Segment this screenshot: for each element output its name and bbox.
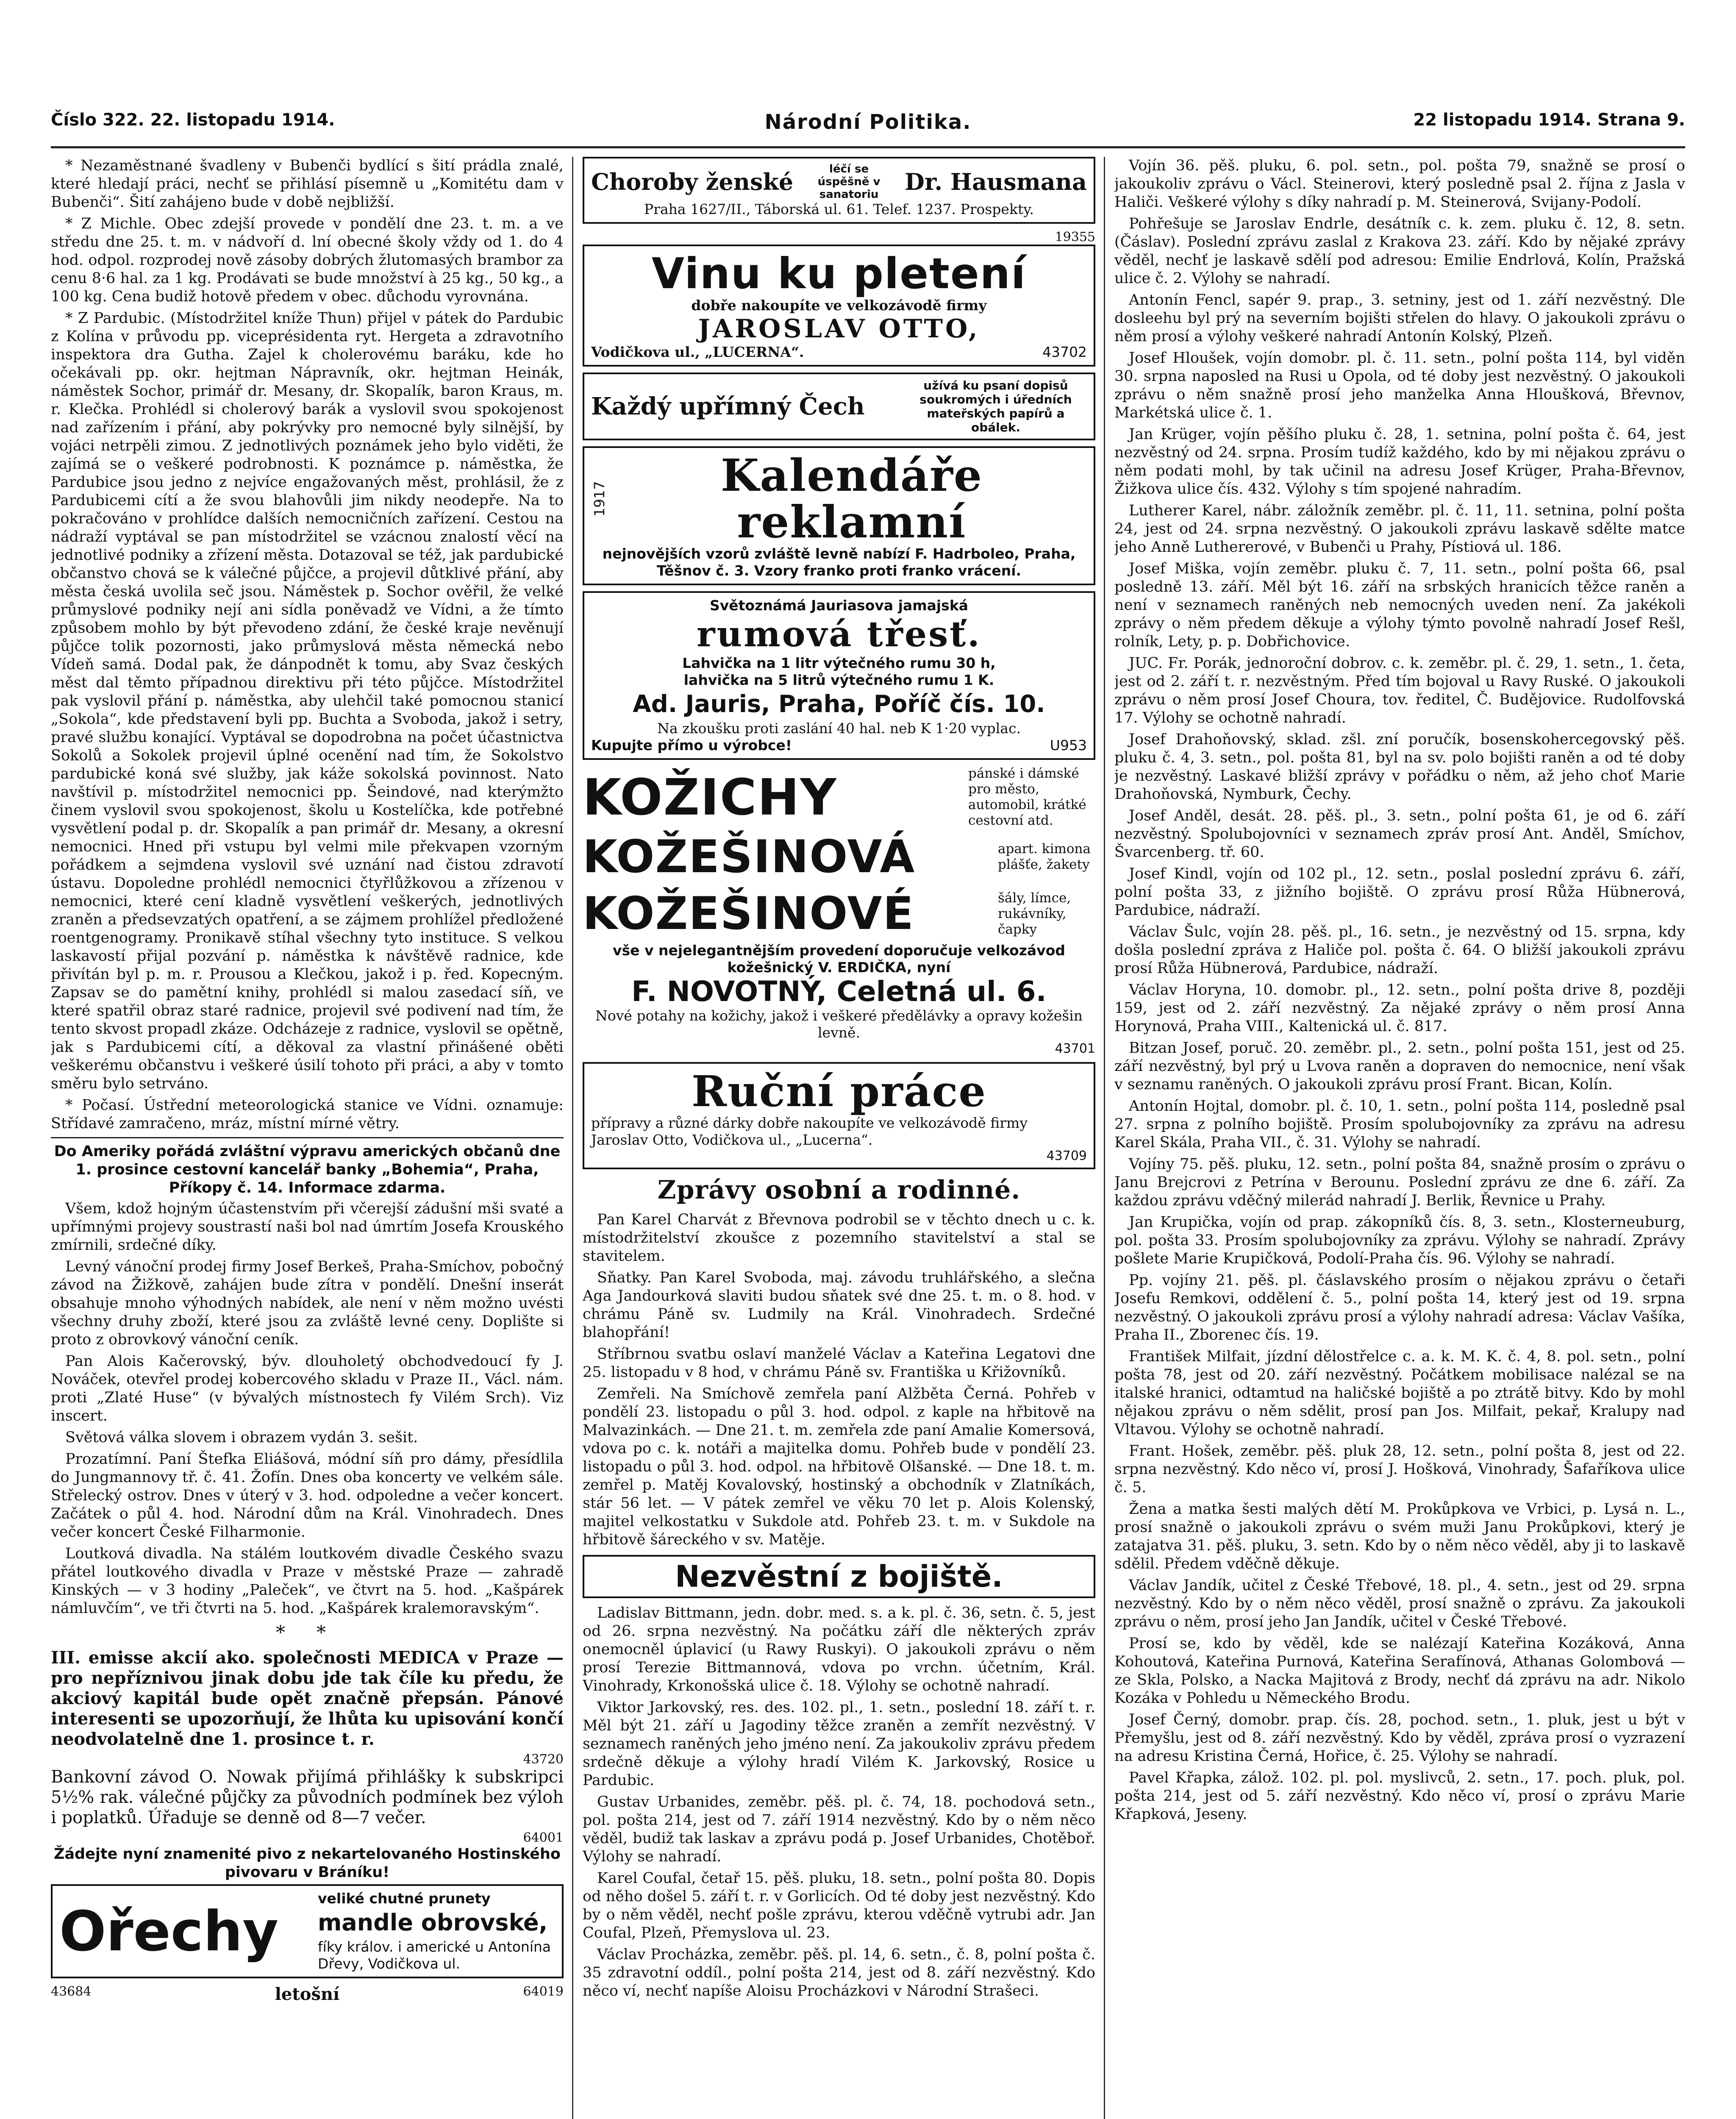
notice-divadla: Prozatímní. Paní Štefka Eliášová, módní síň pro dámy, přesídlila do Jungmannovy tř. č. 41. Žofín. Dnes oba koncerty ve velkém sále. Střelecký ostrov. Dnes v úterý v 3. hod. odpoledne a večer koncert. Začátek o půl 4. hod. Národní dům na Král. Vinohradech. Dnes večer koncert České Filharmonie. [51,1451,564,1541]
missing-notice: Josef Anděl, desát. 28. pěš. pl., 3. setn., polní pošta 61, je od 6. září nezvěstný. Spolubojovníci v seznamech zpráv prosí Ant. Anděl, Smíchov, Švarcenberg. tř. 60. [1114,807,1685,861]
ad-rum-firm: Ad. Jauris, Praha, Poříč čís. 10. [633,690,1045,718]
page-info: 22 listopadu 1914. Strana 9. [1413,110,1685,130]
missing-notice: Pohřešuje se Jaroslav Endrle, desátník c. k. zem. pluku č. 12, 8. setn. (Čáslav). Poslední zprávu zaslal z Krakova 23. září. Kdo by nějaké zprávy věděl, nechť je laskavě sdělí pod adresou: Emilie Endrlová, Kolín, Pražská ulice č. 2. Výlohy se nahradí. [1114,215,1685,287]
missing-notice: Antonín Fencl, sapér 9. prap., 3. setniny, jest od 1. září nezvěstný. Dle dosleehu byl prý na severním bojišti střelen do hlavy. O jakoukoli zprávu o něm prosí a výlohy veškeré nahradí Antonín Kolský, Plzeň. [1114,292,1685,345]
ad-number: 19355 [1055,230,1095,245]
notice-loutkova: Loutková divadla. Na stálém loutkovém divadle Českého svazu přátel loutkového divadla v Praze v městské Praze — zahradě Kinských — v 3 hodiny „Paleček“, ve čtvrt na 5. hod. „Kašpárek námluvčím“, ve tři čtvrti na 5. hod. „Kašpárek kralemoravským“. [51,1545,564,1617]
missing-notice: Bitzan Josef, poruč. 20. zeměbr. pl., 2. setn., polní pošta 151, jest od 25. září nezvěstný, byl prý u Lvova raněn a dopraven do nemocnice, není však v seznamu raněných. O jakoukoli zprávu prosí Frant. Bican, Kolín. [1114,1040,1685,1093]
missing-notice: Josef Miška, vojín zeměbr. pluku č. 7, 11. setn., polní pošta 66, psal posledně 13. září. Měl být 16. září na srbských hranicích těžce raněn a není v seznamech raněných neb nemocných uveden není. Za jakékoli zprávy o něm předem děkuje a výlohy týmto povolně nahradí Josef Rešl, rolník, Lety, p. p. Dobřichovice. [1114,560,1685,650]
ad-kalendare-title: Kalendáře reklamní [720,449,983,548]
ad-number: 64001 [523,1830,564,1845]
missing-notice: Václav Šulc, vojín 28. pěš. pl., 16. setn., je nezvěstný od 15. srpna, kdy došla poslední zpráva z Haliče pol. pošta č. 64. O bližší jakoukoli zprávu prosí Růža Hübnerová, Pardubice, nádraží. [1114,923,1685,977]
ad-rucni-prace [583,1062,1095,1169]
news-item: Sňatky. Pan Karel Svoboda, maj. závodu truhlářského, a slečna Aga Jandourková slaviti budou sňatek své dne 25. t. m. o 8. hod. v chrámu Páně sv. Ludmily na Král. Vinohradech. Srdečné blahopřání! [583,1269,1095,1341]
ad-number: 43684 [51,1984,92,1999]
ad-number: 64019 [523,1984,564,1999]
ad-kozichy-word: KOŽEŠINOVÁ [583,831,916,883]
ad-kozichy-foot: Nové potahy na kožichy, jakož i veškeré předělávky a opravy kožešin levně. [595,1007,1083,1041]
header-rule [51,146,1685,148]
section-title: Nezvěstní z bojiště. [583,1555,1095,1598]
missing-notice: Lutherer Karel, nábr. záložník zeměbr. pl. č. 11, 11. setnina, polní pošta 24, jest od 24. srpna nezvěstný. O jakoukoli zprávu laskavě sdělte matce jeho Anně Luthererové, v Bubenči u Prahy, Pístiová ul. 186. [1114,502,1685,556]
notice-svetova-valka: Světová válka slovem i obrazem vydán 3. sešit. [65,1429,418,1446]
missing-notice: Viktor Jarkovský, res. des. 102. pl., 1. setn., poslední 18. září t. r. Měl být 21. září u Jagodiny těžce zraněn a zemřít nezvěstný. V seznamech raněných jeho jméno není. Za jakoukoliv zprávu předem srdečně děkuje a výlohy hradí Vilém K. Jarkovský, Rosice u Pardubic. [583,1699,1095,1789]
ad-vinu-title: Vinu ku pletení [651,249,1027,298]
ad-rum-line: Lahvička na 1 litr výtečného rumu 30 h, [682,655,996,671]
issue-info: Číslo 322. 22. listopadu 1914. [51,110,335,130]
ad-vinu-addr: Vodičkova ul., „LUCERNA“. [591,344,804,360]
ad-orechy-line: mandle obrovské, [318,1909,548,1936]
ad-cech-title: Každý upřímný Čech [591,392,865,420]
missing-notice: Vojín 36. pěš. pluku, 6. pol. setn., pol. pošta 79, snažně se prosí o jakoukoliv zprávu o Václ. Steinerovi, který posledně psal 2. října z Jasla v Haliči. Veškeré výlohy s díky nahradí p. M. Steinerová, Svijany-Podolí. [1114,157,1685,211]
ad-hausman-mid: léčí se úspěšně v sanatoriu [817,163,880,201]
missing-notice: Václav Horyna, 10. domobr. pl., 12. setn., polní pošta drive 8, později 159, jest od 2. září nezvěstný. Za nějaké zprávy o něm prosí Anna Horynová, Praha VIII., Kaltenická ul. č. 817. [1114,982,1685,1035]
ad-kalendare-year: 1917 [591,481,608,517]
missing-notice: František Milfait, jízdní dělostřelce c. a. k. M. K. č. 4, 8. pol. setn., polní pošta 78, jest od 20. září nezvěstný. Počátkem mobilisace nalézal se na italské hranici, odtamtud na haličské bojiště a po ztrátě bitvy. Kdo by mohl nějakou zprávu o něm sdělit, prosí pan Jos. Milfait, pekař, Kralupy nad Vltavou. Výlohy se ochotně nahradí. [1114,1348,1685,1438]
missing-notice: Žena a matka šesti malých dětí M. Prokůpkova ve Vrbici, p. Lysá n. L., prosí snažně o jakoukoli zprávu o svém muži Janu Prokůpkovi, který je zatajatva 31. pěš. pluku, 3. setn. Kdo by o něm něco věděl, aby ji to laskavě sdělil. Předem vděčně děkuje. [1114,1501,1685,1572]
masthead: Národní Politika. [764,110,972,134]
missing-notice: Prosí se, kdo by věděl, kde se nalézají Kateřina Kozáková, Anna Kohoutová, Kateřina Purnová, Kateřina Serafínová, Athanas Golombová — ze Skla, Polsko, a Nacka Majitová z Brody, nechť dá zprávu na adr. Nikolo Kozáka v Pohledu u Německého Brodu. [1114,1635,1685,1707]
news-item: Stříbrnou svatbu oslaví manželé Václav a Kateřina Legatovi dne 25. listopadu v 8 hod, v chrámu Páně sv. Františka u Křižovníků. [583,1346,1095,1381]
ad-vinu-sub: dobře nakoupíte ve velkozávodě firmy [691,297,987,314]
ad-rum-top: Světoznámá Jauriasova jamajská [709,597,969,614]
ad-kalendare [583,446,1095,585]
notice-berkes: Levný vánoční prodej firmy Josef Berkeš, Praha-Smíchov, pobočný závod na Žižkově, zahájen bude zítra v pondělí. Dnešní inserát obsahuje mnoho výhodných nabídek, ale není v něm možno uvésti všechny druhy zboží, které jsou za zvláště levné ceny. Doplište si proto z obrovkový vánoční ceník. [51,1258,564,1348]
ad-orechy [51,1884,564,1978]
missing-notice: Pavel Křapka, zálož. 102. pl. pol. myslivců, 2. setn., 17. poch. pluk, pol. pošta 214, jest od 5. září nezvěstný. Kdo něco ví, prosí o zprávu Marie Křapková, Jeseny. [1114,1769,1685,1823]
ad-kozichy-firm: F. NOVOTNÝ, Celetná ul. 6. [631,975,1047,1008]
ad-rum-line: lahvička na 5 litrů výtečného rumu 1 K. [683,672,994,688]
column-divider [1104,157,1105,2119]
notice-pivo: Žádejte nyní znamenité pivo z nekartelovaného Hostinského pivovaru v Bráníku! [54,1846,561,1881]
ad-cech [583,373,1095,440]
ad-kozichy-word: KOŽEŠINOVÉ [583,887,914,940]
ad-cech-sub: užívá ku psaní dopisů soukromých i úředních [919,378,1072,406]
ad-hausman [583,157,1095,224]
ad-kozichy-line: vše v nejelegantnějším provedení doporučuje velkozávod kožešnický V. ERDIČKA, nyní [612,942,1066,976]
ad-vinu [583,245,1095,367]
ad-kozichy-side: pánské i dámské pro město, automobil, krátké cestovní atd. [968,766,1086,828]
ad-orechy-foot: letošní [275,1984,340,2004]
news-item: * Nezaměstnané švadleny v Bubenči bydlící s šití prádla znalé, které hledají práci, nechť se přihlásí písemně u „Komitétu dam v Bubenči“. Šití zahájeno bude v době nejbližší. [51,157,564,211]
ad-orechy-line: fíky králov. i americké u Antonína Dřevy, Vodičkova ul. [318,1938,551,1972]
ad-rum [583,591,1095,760]
ad-orechy-line: veliké chutné prunety [318,1890,491,1907]
ad-kozichy-word: KOŽICHY [583,768,837,826]
section-title: Zprávy osobní a rodinné. [657,1175,1021,1205]
missing-notice: Vojíny 75. pěš. pluku, 12. setn., polní pošta 84, snažně prosím o zprávu o Janu Brejcrovi z Petrína v Berounu. Poslední zprávu ze dne 6. září. Za každou zprávu vděčný milerád nahradí J. Berlik, Řevnice u Prahy. [1114,1156,1685,1209]
missing-notice: Frant. Hošek, zeměbr. pěš. pluk 28, 12. setn., polní pošta 8, jest od 22. srpna nezvěstný. Kdo něco ví, prosí J. Hošková, Vinohrady, Šafaříkova ulice č. 5. [1114,1443,1685,1496]
news-item: Pan Karel Charvát z Břevnova podrobil se v těchto dnech u c. k. místodržitelství zkoušce z pozemního stavitelství a stal se stavitelem. [583,1211,1095,1265]
ad-kozichy-side: apart. kimona plášťe, žakety [998,841,1091,872]
missing-notice: Josef Černý, domobr. prap. čís. 28, pochod. setn., 1. pluk, jest u být v Přemyšlu, jest od 8. září nezvěstný. Kdo by věděl, zpráva prosí o vyzrazení na adresu Kristina Černá, Hořice, č. 25. Výlohy se nahradí. [1114,1711,1685,1765]
missing-notice: Josef Hloušek, vojín domobr. pl. č. 11. setn., polní pošta 114, byl viděn 30. srpna naposled na Rusi u Opola, od té doby jest nezvěstný. O jakoukoli zprávu o něm snažně prosí jeho manželka Anna Hloušková, Břevnov, Markétská ulice č. 1. [1114,350,1685,421]
ad-kozichy-side: šály, límce, rukávníky, čapky [998,890,1071,937]
notice-thanks: Všem, kdož hojným účastenstvím při včerejší zádušní mši svaté a upřímnými projevy soustrastí naši bol nad úmrtím Josefa Krouského zmírnili, srdečné díky. [51,1200,564,1254]
ad-hausman-sub: Praha 1627/II., Táborská ul. 61. Telef. 1237. Prospekty. [644,201,1034,217]
ad-hausman-left: Choroby ženské [591,168,794,195]
column-3 [1114,157,1685,2119]
news-item: * Počasí. Ústřední meteorologická stanice ve Vídni. oznamuje: Střídavé zamračeno, mráz, místní mírné větry. [51,1097,564,1132]
ad-number: 43709 [1046,1148,1087,1163]
column-divider [572,157,573,2119]
missing-notice: Jan Krüger, vojín pěšího pluku č. 28, 1. setnina, polní pošta č. 64, jest nezvěstný od 24. srpna. Prosím tudíž každého, kdo by mi nějakou zprávu o něm podati mohl, by tak učinil na adresu Josef Krüger, Praha-Břevnov, Žižkova ulice čís. 432. Výlohy s tím spojené nahradím. [1114,426,1685,498]
separator-stars: * * [276,1622,339,1643]
news-item: * Z Michle. Obec zdejší provede v pondělí dne 23. t. m. a ve středu dne 25. t. m. v nádvoří d. lní obecné školy vždy od 1. do 4 hod. odpol. rozprodej nově zásoby dobrých žlutomasých brambor za cenu 8·6 hal. za 1 kg. Prodávati se bude množství à 25 kg., 50 kg., a 100 kg. Cena budiž hotově předem v obec. důchodu vyrovnána. [51,215,564,305]
ad-rum-note: Na zkoušku proti zaslání 40 hal. neb K 1·20 vyplac. [657,720,1021,737]
missing-notice: Ladislav Bittmann, jedn. dobr. med. s. a k. pl. č. 36, setn. č. 5, jest od 26. srpna nezvěstný. Na počátku září dle některých zpráv onemocněl úplavicí (u Rawy Ruskyi). O jakoukoli zprávu o něm prosí Terezie Bittmannová, vdova po vrchn. účetním, Král. Vinohrady, Krkonošská ulice č. 18. Výlohy se ochotně nahradí. [583,1605,1095,1694]
notice-nowak: Bankovní závod O. Nowak přijímá přihlášky k subskripci 5½% rak. válečné půjčky za původních podmínek bez výloh i poplatků. Úřaduje se denně od 8—7 večer. [51,1767,564,1827]
ad-rucni-title: Ruční práce [691,1066,987,1116]
page-header [51,97,1685,144]
column-1 [51,157,564,2119]
missing-notice: Václav Jandík, učitel z České Třebové, 18. pl., 4. setn., jest od 29. srpna nezvěstný. Kdo by o něm něco věděl, prosí snažně o zprávu. Za jakoukoli zprávu o něm, prosí jeho Jan Jandík, učitel v České Třebové. [1114,1577,1685,1630]
missing-notice: Václav Procházka, zeměbr. pěš. pl. 14, 6. setn., č. 8, polní pošta č. 35 zdravotní oddíl., polní pošta 214, jest od 8. září nezvěstný. Kdo něco ví, nechť napíše Aloisu Procházkovi v Národní Strašeci. [583,1946,1095,1999]
ad-kalendare-sub: nejnovějších vzorů zvláště levně nabízí F. Hadrboleo, Praha, Těšnov č. 3. Vzory franko proti franko vrácení. [602,545,1076,579]
missing-notice: JUC. Fr. Porák, jednoroční dobrov. c. k. zeměbr. pl. č. 29, 1. setn., 1. četa, jest od 2. září t. r. nezvěstným. Před tím bojoval u Ravy Ruské. O jakoukoli zprávu o něm prosí Josef Choura, tov. ředitel, Č. Budějovice. Rudolfovská 17. Výlohy se ochotně nahradí. [1114,655,1685,726]
column-2 [583,157,1095,2119]
ad-number: 43701 [1055,1041,1095,1056]
ad-cech-sub2: mateřských papírů a obálek. [927,406,1065,434]
news-item: * Z Pardubic. (Místodržitel kníže Thun) přijel v pátek do Pardubic z Kolína v průvodu pp. viceprésidenta ryt. Hergeta a zdravotního inspektora dra Gutha. Zajel k cholerovému baráku, kde ho očekávali pp. okr. hejtman Nápravník, okr. hejtman Heinák, náměstek Sochor, primář dr. Mesany, dr. Skopalík, baron Kraus, m. r. Klečka. Prohlédl si cholerový barák a vyslovil svou spokojenost nad zařízením i přání, aby pokrývky pro nemocné byly silnější, by vojáci netrpěli zimou. Z jednotlivých poznámek jeho bylo viděti, že zajímá se o veškeré podrobnosti. K poznámce p. náměstka, že Pardubice jsou jedno z nejvíce engažovaných měst, prohlásil, že z Pardubicemi cítí a že svou blahovůli jim nikdy neodepře. Na to pokračováno v prohlídce dalších nemocničních zařízení. Cestou na nádraží vyptával se pan místodržitel se vzácnou znalostí věcí na jednotlivé podniky a zřízení města. Dotazoval se též, jak pardubické občanstvo chová se k válečné půjčce, a projevil důtklivé přání, aby města česká uvolila seč jsou. Náměstek p. Sochor ověřil, že velké průmyslové podniky nejí ani sídla poněvadž ve Vídni, a že tímto způsobem mohlo by být převodeno zdání, že české kraje nevěnují půjčce tolik pozornosti, jako průmyslová města německá nebo Vídeň samá. Dodal pak, že dánpodnět k tomu, aby Svaz českých měst dal těmto případnou direktivu při této půjčce. Místodržitel pak vyslovil přání p. náměstka, aby ulehčil také pomocnou stanicí „Sokola“, kde představení byli pp. Buchta a Svoboda, jakož i setry, pravé službu konající. Vyptával se dopodrobna na počet účastnictva Sokolů a Sokolek projevil úplné ocenění nad tím, že Sokolstvo pardubické koná své služby, jak káže sokolská povinnost. Nato navštívil p. místodržitel nemocnici pp. Šeindové, nad kterýmžto činem vyslovil svou spokojenost, školu u Kostelíčka, kde potřebné vysvětlení podal p. dr. Skopalík a pan primář dr. Mesany, a okresní nemocnici. Hned při vstupu byl velmi mile překvapen vzorným pořádkem a sejmdena vyslovil své uznání nad čistou zdravotí ústavu. Dopoledne prohlédl nemocnici čtyřlůžkovou a zřízenou v nemocnici, které cení kladně vysvětlení veškerých, jednotlivých zraněn a předsevzatých opatření, a se zájmem prohlížel předložené roentgenogramy. Pronikavě stíhal všechny tyto instituce. S velkou laskavostí přijal pozvání p. náměstka k návštěvě radnice, kde přivítán byl p. m. r. Prousou a Klečkou, jakož i p. řed. Kopecným. Zapsav se do pamětní knihy, prohlédl si malou zasedací síň, ve které spatřil obraz staré radnice, projevil své podivení nad tím, že tento skvost propadl zkáze. Odcházeje z radnice, vyslovil se opětně, jak s Pardubicemi cítí, a děkoval za vlastní přinášené oběti veškerému občanstvu i veškeré úsilí tohoto při práci, a aby v tomto směru bylo setrváno. [51,310,564,1092]
ad-rum-kupujte: Kupujte přímo u výrobce! [591,737,792,754]
notice-kacerovsky: Pan Alois Kačerovský, býv. dlouholetý obchodvedoucí fy J. Nováček, otevřel prodej kobercového skladu v Praze II., Václ. nám. proti „Zlaté Huse“ (v bývalých místnostech fy Vilém Srch). Viz inscert. [51,1353,564,1424]
missing-notice: Jan Krupička, vojín od prap. zákopníků čís. 8, 3. setn., Klosterneuburg, pol. pošta 33. Prosím spolubojovníky za zprávu. Výlohy se nahradí. Zprávy pošlete Marie Krupičková, Podolí-Praha čís. 96. Výlohy se nahradí. [1114,1214,1685,1267]
missing-notice: Karel Coufal, četař 15. pěš. pluku, 18. setn., polní pošta 80. Dopis od něho došel 5. září t. r. v Gorlicích. Od té doby jest nezvěstný. Kdo by o něm věděl, nechť pošle zprávu, kterou vděčně vytrubi adr. Jan Coufal, Plzeň, Přemyslova ul. 23. [583,1870,1095,1941]
missing-notice: Josef Drahoňovský, sklad. zšl. zní poručík, bosenskohercegovský pěš. pluku č. 4, 3. setn., pol. pošta 81, byl na sv. polo bojišti raněn a od té doby je nezvěstný. Laskavé bližší zprávy v pořádku o něm, až jeho choť Marie Drahoňovská, Nymburk, Čechy. [1114,731,1685,803]
ad-number: U953 [1050,737,1087,754]
ad-number: 43702 [1042,344,1087,360]
ad-kozichy [583,766,1095,1056]
ad-hausman-right: Dr. Hausmana [905,168,1087,195]
ad-vinu-name: JAROSLAV OTTO, [698,314,980,344]
ad-number: 43720 [523,1752,564,1767]
ad-rucni-sub: přípravy a různé dárky dobře nakoupíte ve velkozávodě firmy Jaroslav Otto, Vodičkova ul., „Lucerna“. [591,1115,1028,1148]
notice-amerika: Do Ameriky pořádá zvláštní výpravu amerických občanů dne 1. prosince cestovní kancelář banky „Bohemia“, Praha, Příkopy č. 14. Informace zdarma. [54,1143,561,1196]
notice-medica: III. emisse akcií ako. společnosti MEDICA v Praze — pro nepříznivou jinak dobu jde tak číle ku předu, že akciový kapitál bude opět značně přepsán. Pánové interesenti se upozorňují, že lhůta ku upisování končí neodvolatelně dne 1. prosince t. r. [51,1648,564,1749]
missing-notice: Antonín Hojtal, domobr. pl. č. 10, 1. setn., polní pošta 114, posledně psal 27. srpna z polního bojiště. Prosím spolubojovníky za zprávu na adresu Karel Skála, Praha VII., č. 31. Výlohy se nahradí. [1114,1098,1685,1151]
missing-notice: Gustav Urbanides, zeměbr. pěš. pl. č. 74, 18. pochodová setn., pol. pošta 214, jest od 7. září 1914 nezvěstný. Kdo by o něm něco věděl, budiž tak laskav a zprávu podá p. Josef Urbanides, Chotěboř. Výlohy se nahradí. [583,1794,1095,1865]
missing-notice: Pp. vojíny 21. pěš. pl. čáslavského prosím o nějakou zprávu o četaři Josefu Remkovi, oddělení č. 5., polní pošta 14, který jest od 19. srpna nezvěstný. O jakoukoli zprávu prosí a výlohy nahradí adresa: Václav Vašíka, Praha II., Zborenec čís. 19. [1114,1272,1685,1343]
news-item: Zemřeli. Na Smíchově zemřela paní Alžběta Černá. Pohřeb v pondělí 23. listopadu o půl 3. hod. odpol. z kaple na hřbitově na Malvazinkách. — Dne 21. t. m. zemřela zde paní Amalie Komersová, vdova po c. k. notáři a majitelka domu. Pohřeb bude v pondělí 23. listopadu o půl 3. hod. odpol. na hřbitově Olšanské. — Dne 18. t. m. zemřel p. Matěj Kovalovský, hostinský a obchodník v Zlatníkách, stár 56 let. — V pátek zemřel ve věku 70 let p. Alois Kolenský, majitel velkostatku v Sukdole atd. Pohřeb 23. t. m. v Sukdole na hřbitově šáreckého v sv. Matěje. [583,1385,1095,1548]
ad-rum-title: rumová třesť. [697,614,981,655]
ad-orechy-title: Ořechy [59,1899,279,1963]
missing-notice: Josef Kindl, vojín od 102 pl., 12. setn., poslal poslední zprávu 6. září, polní pošta 33, z jižního bojiště. O zprávu prosí Růža Hübnerová, Pardubice, nádraží. [1114,865,1685,919]
divider [51,1137,564,1138]
